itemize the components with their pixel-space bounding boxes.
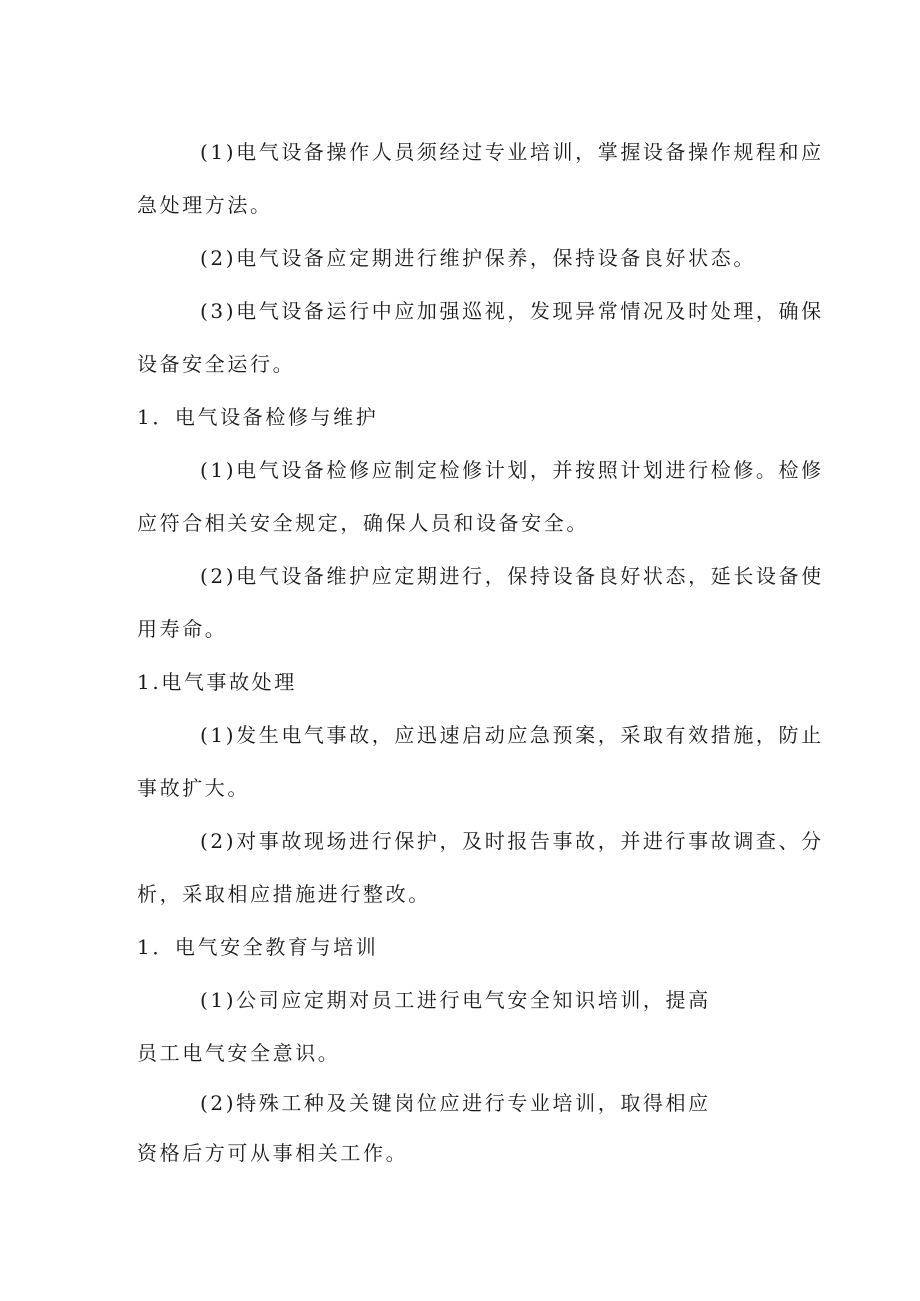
paragraph-line: (2)电气设备应定期进行维护保养，保持设备良好状态。 bbox=[200, 246, 756, 270]
paragraph-line: 急处理方法。 bbox=[137, 193, 273, 217]
paragraph-line: (2)对事故现场进行保护，及时报告事故，并进行事故调查、分 bbox=[200, 829, 824, 853]
section-heading: 1．电气设备检修与维护 bbox=[137, 405, 379, 429]
paragraph-line: 员工电气安全意识。 bbox=[137, 1041, 341, 1065]
paragraph-line: (1)电气设备操作人员须经过专业培训，掌握设备操作规程和应 bbox=[200, 140, 824, 164]
paragraph-line: (1)发生电气事故，应迅速启动应急预案，采取有效措施，防止 bbox=[200, 723, 824, 747]
paragraph-line: 析，采取相应措施进行整改。 bbox=[137, 882, 431, 906]
paragraph-line: (1)公司应定期对员工进行电气安全知识培训，提高 bbox=[200, 988, 711, 1012]
paragraph-line: (2)电气设备维护应定期进行，保持设备良好状态，延长设备使 bbox=[200, 564, 824, 588]
paragraph-line: 用寿命。 bbox=[137, 617, 228, 641]
section-heading: 1．电气安全教育与培训 bbox=[137, 935, 379, 959]
paragraph-line: (3)电气设备运行中应加强巡视，发现异常情况及时处理，确保 bbox=[200, 299, 824, 323]
paragraph-line: 事故扩大。 bbox=[137, 776, 250, 800]
paragraph-line: 应符合相关安全规定，确保人员和设备安全。 bbox=[137, 511, 589, 535]
paragraph-line: 设备安全运行。 bbox=[137, 352, 296, 376]
paragraph-line: (1)电气设备检修应制定检修计划，并按照计划进行检修。检修 bbox=[200, 458, 824, 482]
paragraph-line: (2)特殊工种及关键岗位应进行专业培训，取得相应 bbox=[200, 1091, 711, 1115]
paragraph-line: 资格后方可从事相关工作。 bbox=[137, 1141, 409, 1165]
section-heading: 1.电气事故处理 bbox=[137, 670, 297, 694]
